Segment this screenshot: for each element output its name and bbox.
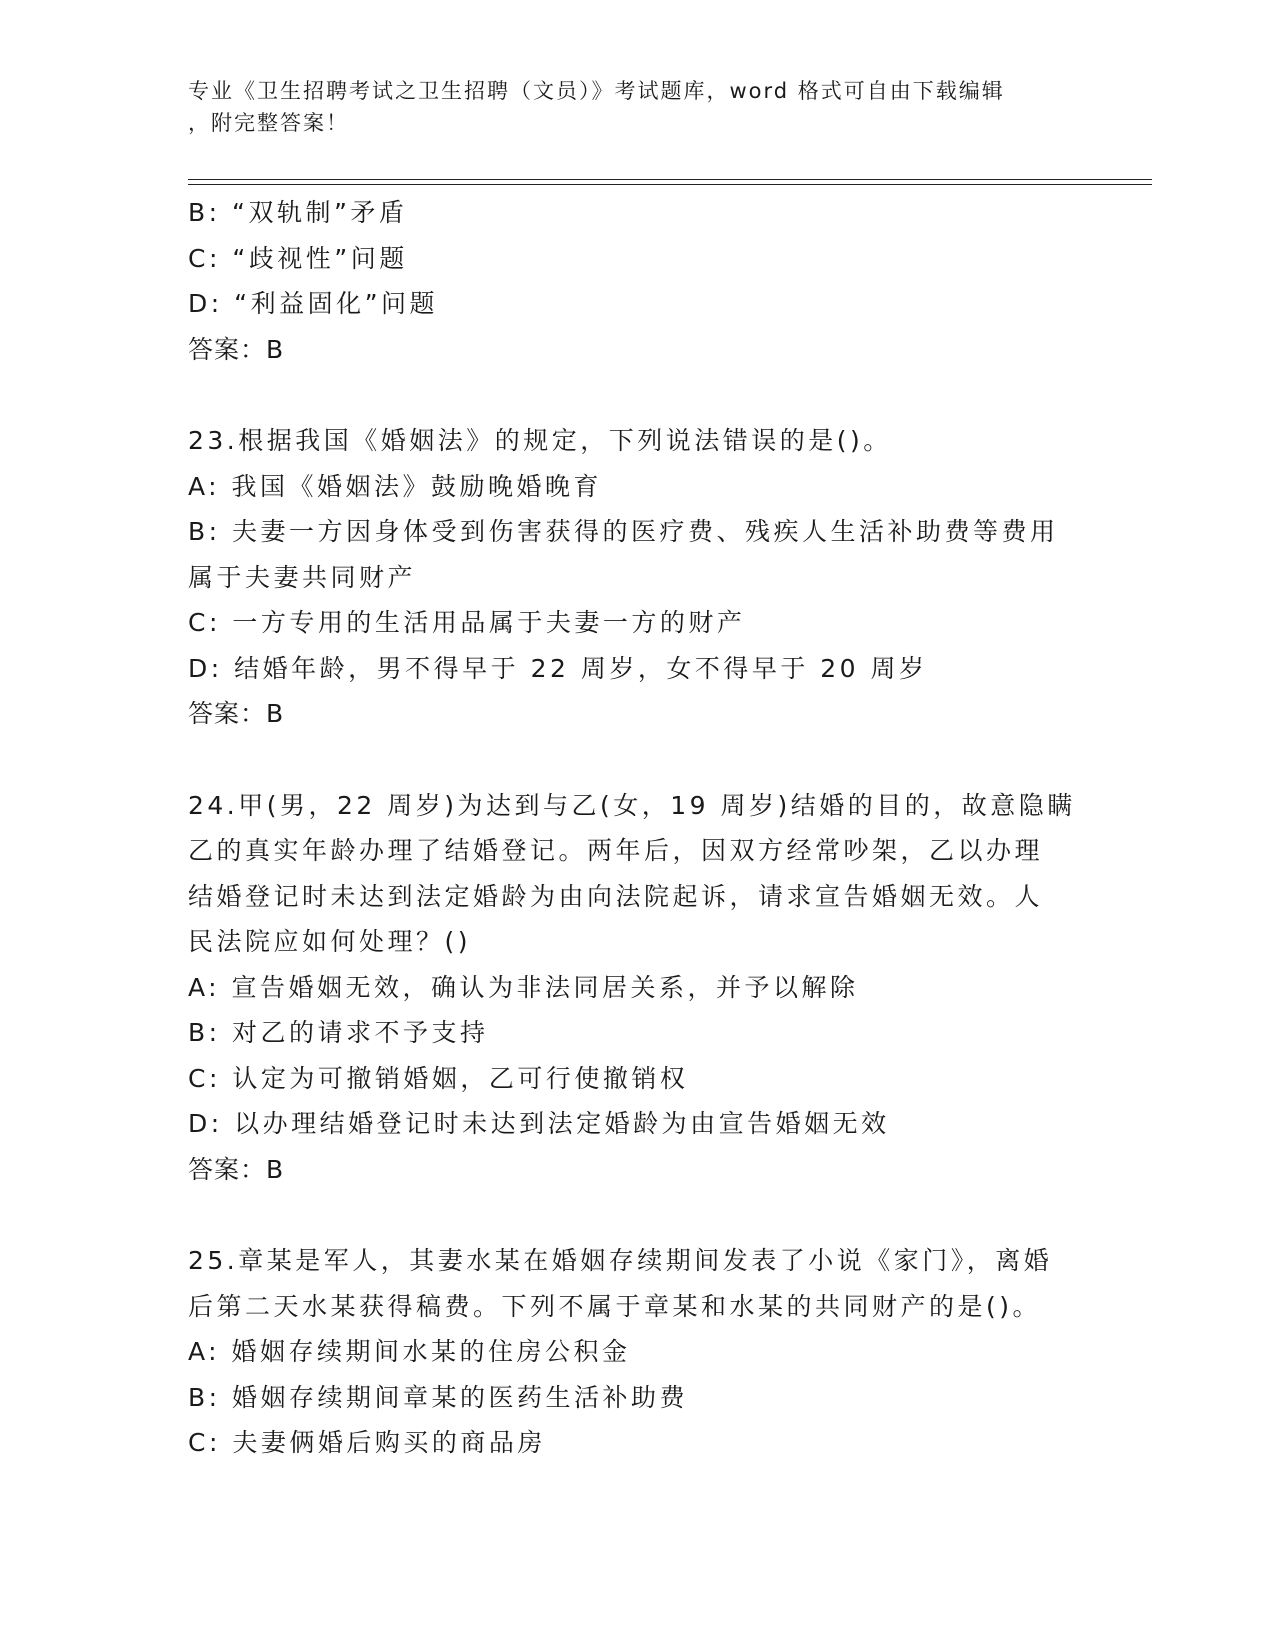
question-stem-continued: 结婚登记时未达到法定婚龄为由向法院起诉，请求宣告婚姻无效。人 [188, 881, 1044, 911]
question-stem-continued: 乙的真实年龄办理了结婚登记。两年后，因双方经常吵架，乙以办理 [188, 836, 1044, 865]
option-c: C: 一方专用的生活用品属于夫妻一方的财产 [188, 608, 746, 637]
spacer [188, 737, 1088, 783]
spacer [188, 1192, 1088, 1238]
document-header [188, 75, 1068, 139]
option-d: D: 以办理结婚登记时未达到法定婚龄为由宣告婚姻无效 [188, 1109, 890, 1138]
question-25 [188, 1238, 1088, 1466]
option-a: A: 我国《婚姻法》鼓励晚婚晚育 [188, 471, 603, 501]
header-divider-top [188, 179, 1152, 180]
question-stem: 25.章某是军人，其妻水某在婚姻存续期间发表了小说《家门》，离婚 [188, 1246, 1053, 1275]
answer: 答案：B [188, 1154, 285, 1184]
question-list [188, 190, 1088, 1466]
question-24 [188, 783, 1088, 1193]
spacer [188, 372, 1088, 418]
option-d: D: “利益固化”问题 [188, 289, 439, 318]
question-22-remainder [188, 190, 1088, 372]
option-a: A: 婚姻存续期间水某的住房公积金 [188, 1337, 631, 1366]
header-divider-bottom [188, 184, 1152, 185]
option-d: D: 结婚年龄，男不得早于 22 周岁，女不得早于 20 周岁 [188, 653, 928, 683]
option-a: A: 宣告婚姻无效，确认为非法同居关系，并予以解除 [188, 972, 859, 1002]
option-b: B: “双轨制”矛盾 [188, 198, 408, 227]
option-b: B: 夫妻一方因身体受到伤害获得的医疗费、残疾人生活补助费等费用 [188, 517, 1059, 546]
option-b-continued: 属于夫妻共同财产 [188, 562, 417, 592]
option-b: B: 婚姻存续期间章某的医药生活补助费 [188, 1382, 689, 1412]
header-line-2: ，附完整答案！ [188, 111, 349, 135]
answer: 答案：B [188, 699, 285, 728]
question-stem: 24.甲(男，22 周岁)为达到与乙(女，19 周岁)结婚的目的，故意隐瞒 [188, 790, 1076, 820]
option-b: B: 对乙的请求不予支持 [188, 1018, 489, 1047]
question-stem: 23.根据我国《婚姻法》的规定，下列说法错误的是()。 [188, 426, 892, 455]
option-c: C: 认定为可撤销婚姻，乙可行使撤销权 [188, 1063, 689, 1093]
answer: 答案：B [188, 334, 285, 364]
header-line-1: 专业《卫生招聘考试之卫生招聘（文员）》考试题库，word 格式可自由下载编辑 [188, 79, 1005, 103]
question-23 [188, 418, 1088, 737]
option-c: C: “歧视性”问题 [188, 243, 408, 273]
question-stem-continued: 民法院应如何处理？() [188, 927, 472, 956]
option-c: C: 夫妻俩婚后购买的商品房 [188, 1428, 546, 1457]
question-stem-continued: 后第二天水某获得稿费。下列不属于章某和水某的共同财产的是()。 [188, 1291, 1042, 1321]
